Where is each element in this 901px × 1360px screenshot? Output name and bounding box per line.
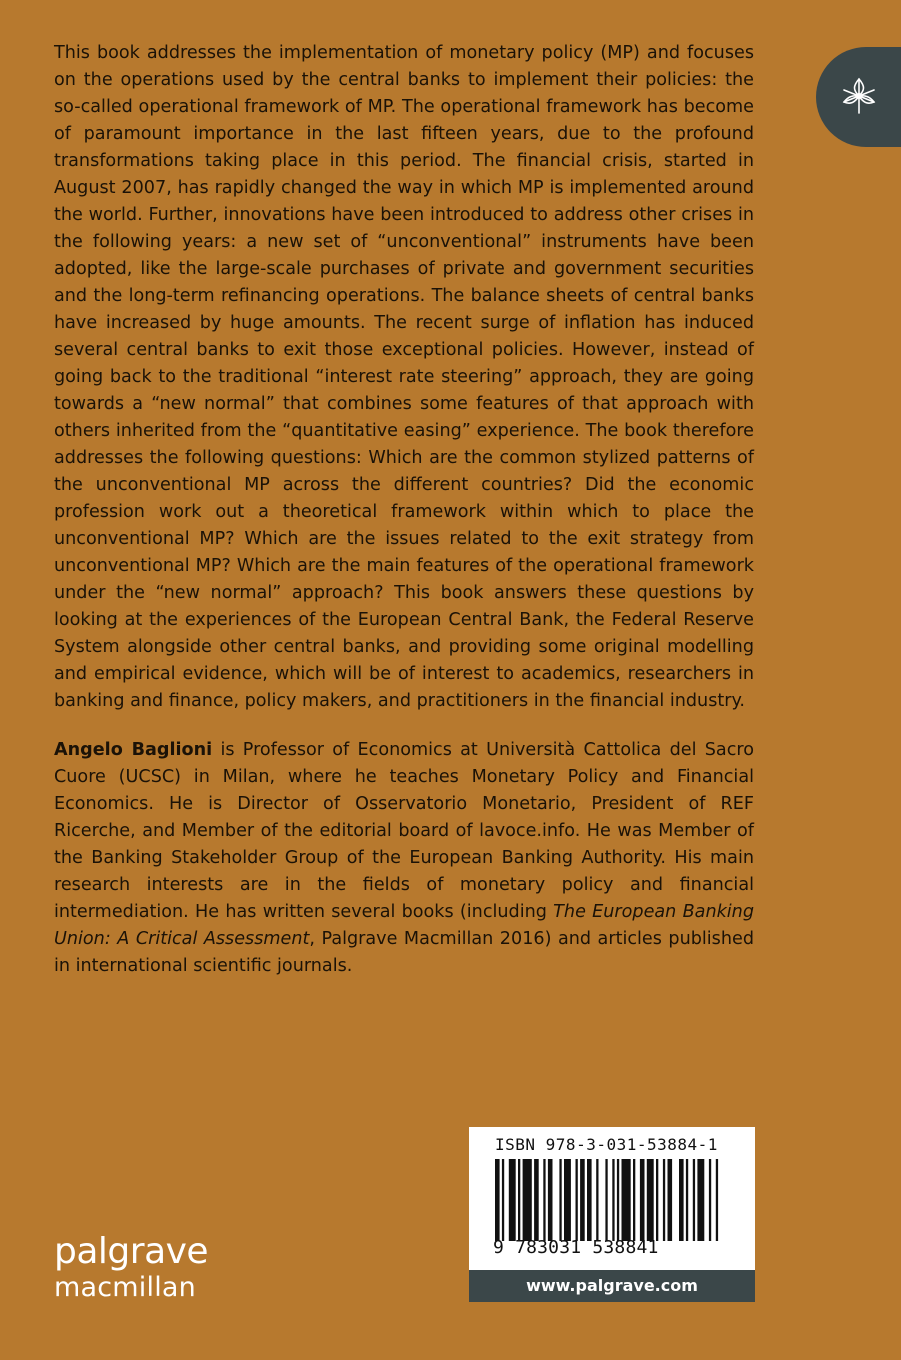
barcode-bar [518, 1159, 520, 1241]
barcode-bar [697, 1159, 704, 1241]
bio-text-part1: is Professor of Economics at Università Cattolica del Sacro Cuore (UCSC) in Milan, where he teaches Monetary Policy and Financial Economics. He is Director of Osservatorio Monetario, President of REF Ricerche, and Member of the editorial board of lavoce.info. He was Member of the Banking Stakeholder Group of the European Banking Authority. His main research interests are in the fields of monetary policy and financial intermediation. He has written several books (including [54, 740, 754, 922]
barcode-panel [469, 1127, 755, 1302]
barcode-bar [622, 1159, 631, 1241]
barcode-bar [663, 1159, 665, 1241]
barcode-bar [576, 1159, 578, 1241]
barcode-bar [647, 1159, 654, 1241]
barcode-bar [564, 1159, 571, 1241]
barcode-bar [693, 1159, 695, 1241]
barcode-bar [612, 1159, 614, 1241]
barcode-digits: 9 783031 538841 [493, 1237, 659, 1258]
barcode-bar [559, 1159, 561, 1241]
book-description [54, 40, 754, 715]
barcode-bar [543, 1159, 545, 1241]
barcode-bar [656, 1159, 658, 1241]
author-name: Angelo Baglioni [54, 740, 213, 760]
palgrave-flower-icon [840, 76, 878, 116]
publisher-url: www.palgrave.com [469, 1270, 755, 1302]
publisher-name-line2: macmillan [54, 1272, 196, 1303]
publisher-name-line1: palgrave [54, 1231, 209, 1272]
barcode-bar [686, 1159, 688, 1241]
barcode-bar [502, 1159, 504, 1241]
barcode-bar [534, 1159, 539, 1241]
publisher-logo-tab [816, 47, 901, 147]
barcode-bar [668, 1159, 673, 1241]
barcode-bar [617, 1159, 619, 1241]
barcode-bar [523, 1159, 532, 1241]
description-paragraph: This book addresses the implementation of monetary policy (MP) and focuses on the operations used by the central banks to implement their policies: the so-called operational framework of MP. The operational framework has become of paramount importance in the last fifteen years, due to the profound transformations taking place in this period. The financial crisis, started in August 2007, has rapidly changed the way in which MP is implemented around the world. Further, innovations have been introduced to address other crises in the following years: a new set of “unconventional” instruments have been adopted, like the large-scale purchases of private and government securities and the long-term refinancing operations. The balance sheets of central banks have increased by huge amounts. The recent surge of inflation has induced several central banks to exit those exceptional policies. However, instead of going back to the traditional “interest rate steering” approach, they are going towards a “new normal” that combines some features of that approach with others inherited from the “quantitative easing” experience. The book therefore addresses the following questions: Which are the common stylized patterns of the unconventional MP across the different countries? Did the economic profession work out a theoretical framework within which to place the unconventional MP? Which are the issues related to the exit strategy from unconventional MP? Which are the main features of the operational framework under the “new normal” approach? This book answers these questions by looking at the experiences of the European Central Bank, the Federal Reserve System alongside other central banks, and providing some original modelling and empirical evidence, which will be of interest to academics, researchers in banking and finance, policy makers, and practitioners in the financial industry. [54, 43, 754, 711]
barcode-bars [495, 1159, 727, 1241]
barcode-bar [640, 1159, 645, 1241]
barcode-bar [679, 1159, 684, 1241]
barcode-bar [509, 1159, 516, 1241]
barcode-bar [495, 1159, 500, 1241]
barcode-bar [587, 1159, 592, 1241]
publisher-wordmark [54, 1231, 209, 1303]
barcode-bar [709, 1159, 711, 1241]
barcode-bar [716, 1159, 718, 1241]
barcode-bar [596, 1159, 598, 1241]
author-bio [54, 737, 754, 980]
barcode-bar [633, 1159, 635, 1241]
barcode-bar [605, 1159, 607, 1241]
bio-book-title: The European Banking Union: A Critical Assessment [54, 902, 754, 949]
bio-paragraph [54, 737, 754, 980]
isbn-label: ISBN 978-3-031-53884-1 [495, 1135, 718, 1154]
barcode-bar [548, 1159, 553, 1241]
bio-text-part2: , Palgrave Macmillan 2016) and articles published in international scientific journals. [54, 929, 754, 976]
barcode-bar [580, 1159, 585, 1241]
